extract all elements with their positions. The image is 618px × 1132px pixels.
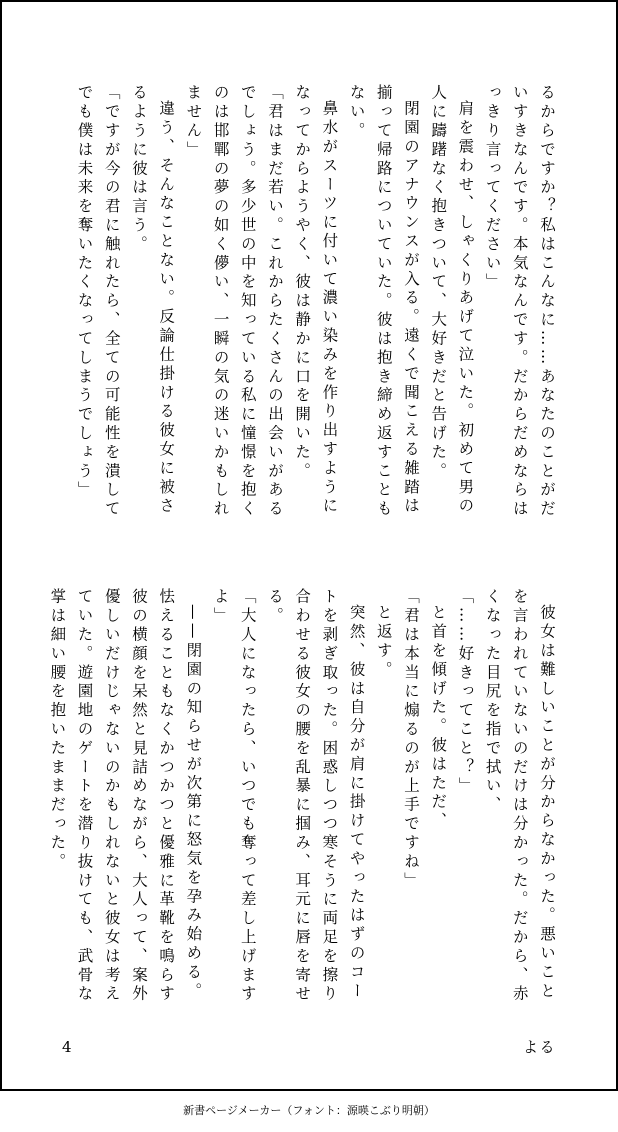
paragraph: 「ですが今の君に触れたら、全ての可能性を潰してでも僕は未来を奪いたくなってしまうでしょう」	[75, 84, 121, 519]
running-header-title: よる	[522, 1038, 556, 1056]
paragraph: 突然、彼は自分が肩に掛けてやったはずのコートを剥ぎ取った。困惑しつつ寒そうに両足を擦り合わせる彼女の腰を乱暴に掴み、耳元に唇を寄せる。	[265, 588, 366, 1005]
paragraph: 肩を震わせ、しゃくりあげて泣いた。初めて男の人に躊躇なく抱きついて、大好きだと告げた。	[429, 84, 475, 516]
paragraph: ——閉園の知らせが次第に怒気を孕み始める。怯えることもなくかつかつと優雅に革靴を鳴らす彼の横顔を呆然と見詰めながら、大人って、案外優しいだけじゃないのかもしれないと彼女は考えていた。遊園地のゲートを潜り抜けても、武骨な掌は細い腰を抱いたままだった。	[48, 588, 203, 1005]
paragraph: 「君は本当に煽るのが上手ですね」	[401, 588, 420, 891]
paragraph: 違う、そんなことない。反論仕掛ける彼女に被さるように彼は言う。	[129, 84, 176, 516]
paragraph: 「……好きってこと？」	[456, 588, 475, 797]
paragraph: 彼女は難しいことが分からなかった。悪いことを言われていないのだけは分かった。だから、赤くなった目尻を指で拭い、	[483, 588, 556, 1005]
footer-caption: 新書ページメーカー（フォント：源暎こぶり明朝）	[183, 1104, 435, 1117]
paragraph: と首を傾げた。彼はただ、	[429, 603, 448, 831]
paragraph: 鼻水がスーツに付いて濃い染みを作り出すようになってからようやく、彼は静かに口を開いた。	[293, 84, 339, 516]
paragraph: と返す。	[374, 603, 393, 680]
page-number: 4	[62, 1038, 72, 1056]
text-block-upper	[50, 84, 560, 530]
paragraph: 「大人になったら、いつでも奪って差し上げますよ」	[211, 588, 257, 1005]
paragraph: 「君はまだ若い。これからたくさんの出会いがあるでしょう。多少世の中を知っている私に憧憬を抱くのは邯鄲の夢の如く儚い、一瞬の気の迷いかもしれません」	[184, 84, 284, 519]
text-block-lower	[50, 588, 560, 1008]
paragraph: 閉園のアナウンスが入る。遠くで聞こえる雑踏は揃って帰路についていた。彼は抱き締め返すこともない。	[347, 84, 420, 519]
paragraph: るからですか？私はこんなに……あなたのことがだいすきなんです。本気なんです。だからだめならはっきり言ってください」	[483, 84, 556, 519]
